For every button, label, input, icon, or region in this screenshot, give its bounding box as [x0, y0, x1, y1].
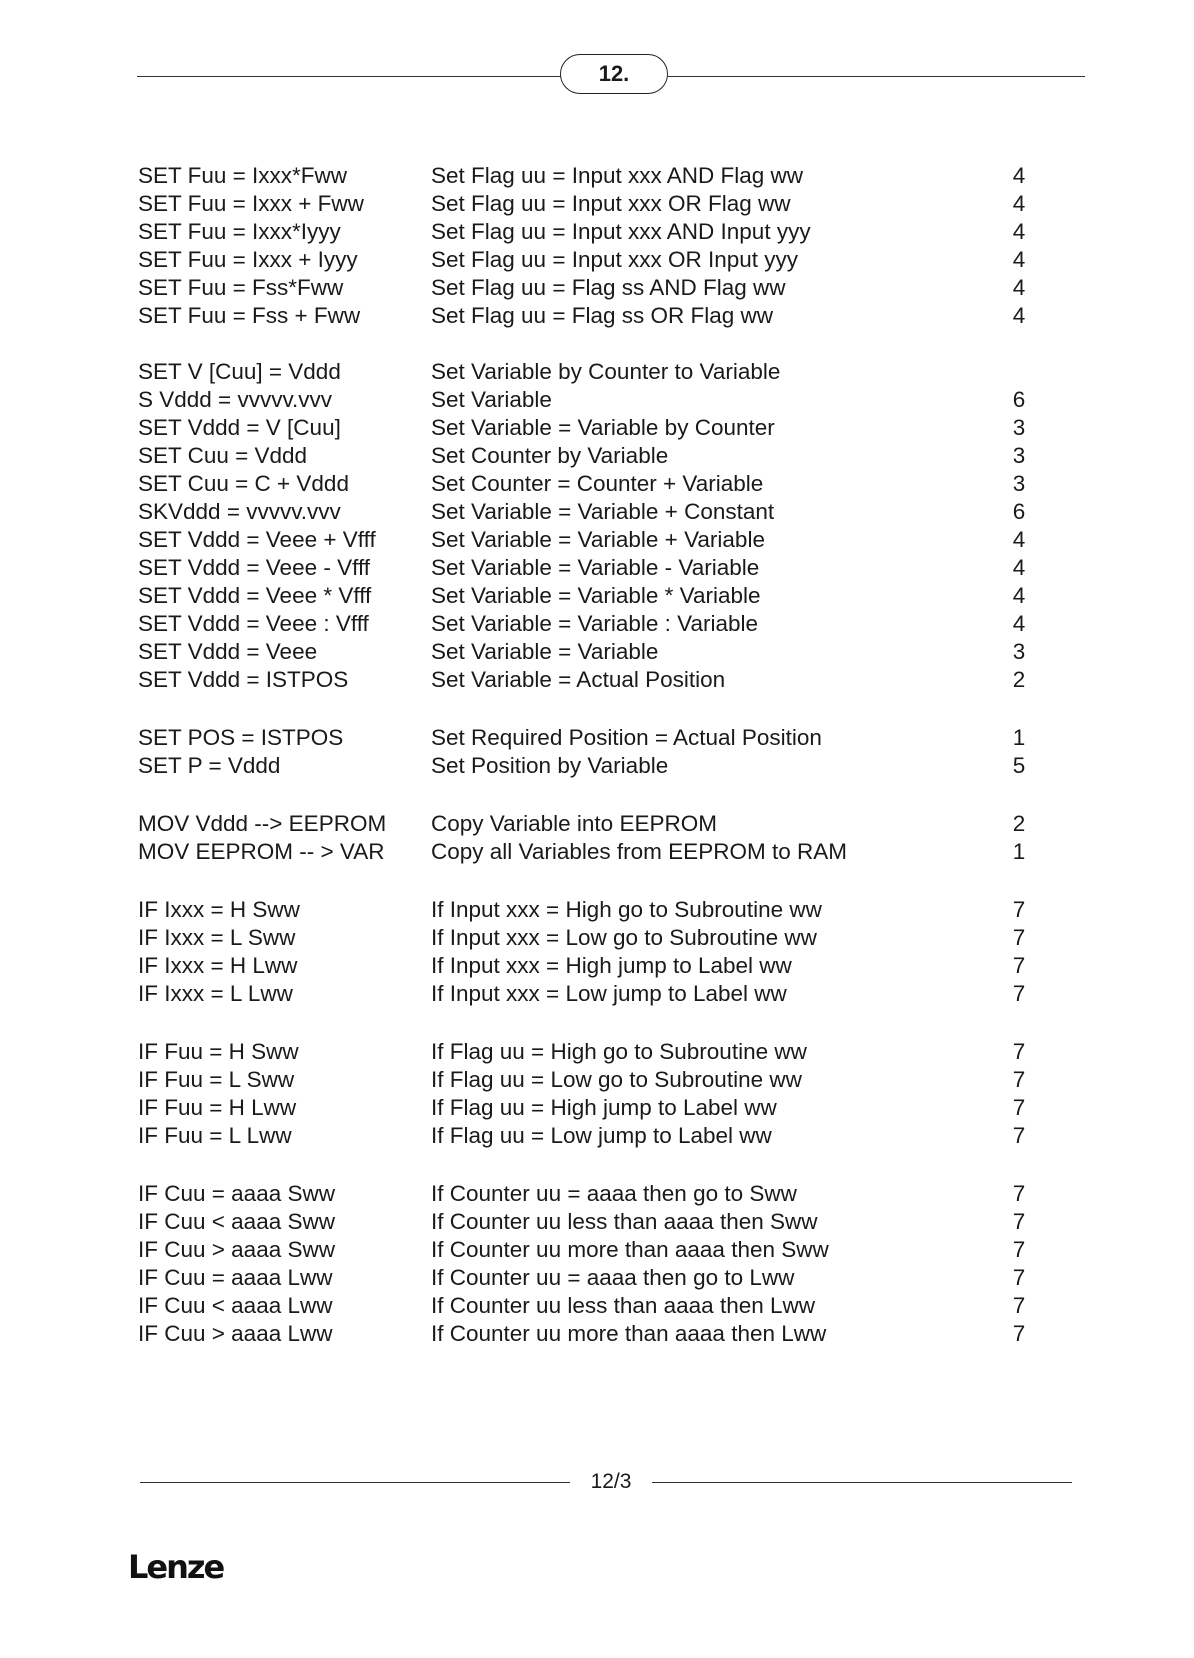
- description-cell: If Counter uu = aaaa then go to Sww: [431, 1181, 797, 1206]
- bytes-cell: 4: [1012, 611, 1026, 636]
- bytes-cell: 4: [1012, 583, 1026, 608]
- bytes-cell: 7: [1012, 1067, 1026, 1092]
- table-row: [0, 274, 1194, 302]
- command-cell: IF Cuu > aaaa Sww: [138, 1237, 335, 1262]
- description-cell: Copy Variable into EEPROM: [431, 811, 717, 836]
- description-cell: Set Flag uu = Input xxx OR Flag ww: [431, 191, 791, 216]
- bytes-cell: 7: [1012, 981, 1026, 1006]
- table-row: [0, 1292, 1194, 1320]
- command-cell: IF Cuu < aaaa Lww: [138, 1293, 333, 1318]
- table-row: [0, 1236, 1194, 1264]
- footer-rule-left: [140, 1482, 570, 1483]
- bytes-cell: 7: [1012, 953, 1026, 978]
- bytes-cell: 7: [1012, 1237, 1026, 1262]
- table-row: [0, 1066, 1194, 1094]
- command-cell: SET Fuu = Ixxx*Iyyy: [138, 219, 341, 244]
- command-cell: SET Vddd = Veee: [138, 639, 318, 664]
- page-number: 12/3: [590, 1470, 632, 1493]
- bytes-cell: 4: [1012, 219, 1026, 244]
- command-cell: IF Fuu = H Sww: [138, 1039, 299, 1064]
- bytes-cell: 1: [1012, 839, 1026, 864]
- description-cell: Set Variable by Counter to Variable: [431, 359, 781, 384]
- description-cell: Set Variable: [431, 387, 552, 412]
- command-cell: IF Cuu = aaaa Lww: [138, 1265, 333, 1290]
- footer-rule-right: [652, 1482, 1072, 1483]
- description-cell: Set Flag uu = Input xxx AND Input yyy: [431, 219, 811, 244]
- command-cell: IF Ixxx = L Sww: [138, 925, 296, 950]
- bytes-cell: 7: [1012, 1181, 1026, 1206]
- bytes-cell: 1: [1012, 725, 1026, 750]
- command-cell: SET Vddd = Veee * Vfff: [138, 583, 372, 608]
- command-cell: SET V [Cuu] = Vddd: [138, 359, 341, 384]
- description-cell: If Counter uu less than aaaa then Lww: [431, 1293, 815, 1318]
- bytes-cell: 6: [1012, 499, 1026, 524]
- table-row: [0, 724, 1194, 752]
- description-cell: Set Variable = Variable : Variable: [431, 611, 759, 636]
- command-cell: MOV EEPROM -- > VAR: [138, 839, 385, 864]
- bytes-cell: 3: [1012, 471, 1026, 496]
- command-cell: SET Vddd = Veee + Vfff: [138, 527, 376, 552]
- description-cell: Set Flag uu = Flag ss OR Flag ww: [431, 303, 774, 328]
- command-cell: SET POS = ISTPOS: [138, 725, 344, 750]
- command-cell: IF Fuu = L Lww: [138, 1123, 292, 1148]
- bytes-cell: 4: [1012, 303, 1026, 328]
- bytes-cell: 7: [1012, 1293, 1026, 1318]
- table-row: [0, 386, 1194, 414]
- bytes-cell: 4: [1012, 275, 1026, 300]
- table-row: [0, 1038, 1194, 1066]
- lenze-logo: Lenze: [128, 1548, 224, 1586]
- description-cell: If Counter uu less than aaaa then Sww: [431, 1209, 818, 1234]
- command-cell: SET Fuu = Fss + Fww: [138, 303, 361, 328]
- description-cell: Set Counter by Variable: [431, 443, 669, 468]
- command-cell: SET Fuu = Ixxx + Iyyy: [138, 247, 358, 272]
- table-row: [0, 554, 1194, 582]
- bytes-cell: 5: [1012, 753, 1026, 778]
- description-cell: Set Variable = Variable by Counter: [431, 415, 775, 440]
- description-cell: If Input xxx = High go to Subroutine ww: [431, 897, 822, 922]
- description-cell: If Input xxx = Low jump to Label ww: [431, 981, 787, 1006]
- command-cell: IF Cuu = aaaa Sww: [138, 1181, 335, 1206]
- bytes-cell: 4: [1012, 555, 1026, 580]
- bytes-cell: 6: [1012, 387, 1026, 412]
- command-cell: MOV Vddd --> EEPROM: [138, 811, 387, 836]
- table-row: [0, 470, 1194, 498]
- table-row: [0, 896, 1194, 924]
- description-cell: Set Variable = Variable - Variable: [431, 555, 760, 580]
- table-row: [0, 980, 1194, 1008]
- command-cell: SET Cuu = C + Vddd: [138, 471, 349, 496]
- bytes-cell: 7: [1012, 1095, 1026, 1120]
- command-cell: SET P = Vddd: [138, 753, 281, 778]
- table-row: [0, 1122, 1194, 1150]
- description-cell: If Counter uu = aaaa then go to Lww: [431, 1265, 795, 1290]
- bytes-cell: 7: [1012, 1321, 1026, 1346]
- table-row: [0, 1180, 1194, 1208]
- bytes-cell: 7: [1012, 1123, 1026, 1148]
- bytes-cell: 4: [1012, 191, 1026, 216]
- table-row: [0, 1208, 1194, 1236]
- description-cell: If Flag uu = High jump to Label ww: [431, 1095, 777, 1120]
- table-row: [0, 752, 1194, 780]
- description-cell: If Counter uu more than aaaa then Sww: [431, 1237, 829, 1262]
- bytes-cell: 4: [1012, 163, 1026, 188]
- table-row: [0, 1094, 1194, 1122]
- command-cell: SET Vddd = V [Cuu]: [138, 415, 341, 440]
- table-row: [0, 526, 1194, 554]
- table-row: [0, 302, 1194, 330]
- bytes-cell: 7: [1012, 1265, 1026, 1290]
- description-cell: If Flag uu = Low go to Subroutine ww: [431, 1067, 802, 1092]
- table-row: [0, 1264, 1194, 1292]
- description-cell: Set Flag uu = Input xxx OR Input yyy: [431, 247, 799, 272]
- description-cell: If Counter uu more than aaaa then Lww: [431, 1321, 827, 1346]
- description-cell: Set Flag uu = Input xxx AND Flag ww: [431, 163, 804, 188]
- bytes-cell: 3: [1012, 443, 1026, 468]
- command-cell: SET Fuu = Ixxx*Fww: [138, 163, 348, 188]
- table-row: [0, 838, 1194, 866]
- command-cell: IF Cuu < aaaa Sww: [138, 1209, 335, 1234]
- command-cell: SET Vddd = ISTPOS: [138, 667, 349, 692]
- command-cell: IF Cuu > aaaa Lww: [138, 1321, 333, 1346]
- table-row: [0, 498, 1194, 526]
- table-row: [0, 924, 1194, 952]
- description-cell: If Flag uu = Low jump to Label ww: [431, 1123, 772, 1148]
- command-cell: S Vddd = vvvvv.vvv: [138, 387, 333, 412]
- description-cell: Set Variable = Variable + Variable: [431, 527, 765, 552]
- header-rule-left: [137, 76, 562, 77]
- description-cell: Set Variable = Variable + Constant: [431, 499, 775, 524]
- command-cell: IF Fuu = L Sww: [138, 1067, 295, 1092]
- table-row: [0, 442, 1194, 470]
- bytes-cell: 3: [1012, 415, 1026, 440]
- command-cell: SET Vddd = Veee : Vfff: [138, 611, 369, 636]
- bytes-cell: 7: [1012, 925, 1026, 950]
- bytes-cell: 2: [1012, 811, 1026, 836]
- command-cell: IF Fuu = H Lww: [138, 1095, 297, 1120]
- description-cell: Set Variable = Variable: [431, 639, 659, 664]
- command-cell: SET Vddd = Veee - Vfff: [138, 555, 371, 580]
- description-cell: If Input xxx = High jump to Label ww: [431, 953, 792, 978]
- table-row: [0, 246, 1194, 274]
- table-row: [0, 358, 1194, 386]
- command-cell: SET Fuu = Fss*Fww: [138, 275, 344, 300]
- command-cell: IF Ixxx = H Lww: [138, 953, 298, 978]
- description-cell: If Flag uu = High go to Subroutine ww: [431, 1039, 807, 1064]
- table-row: [0, 218, 1194, 246]
- command-cell: SKVddd = vvvvv.vvv: [138, 499, 341, 524]
- command-cell: SET Fuu = Ixxx + Fww: [138, 191, 364, 216]
- bytes-cell: 7: [1012, 897, 1026, 922]
- bytes-cell: 4: [1012, 527, 1026, 552]
- description-cell: Set Required Position = Actual Position: [431, 725, 822, 750]
- bytes-cell: 3: [1012, 639, 1026, 664]
- chapter-badge: 12.: [560, 54, 668, 94]
- header-rule-right: [668, 76, 1085, 77]
- bytes-cell: 7: [1012, 1039, 1026, 1064]
- table-row: [0, 666, 1194, 694]
- table-row: [0, 162, 1194, 190]
- command-cell: IF Ixxx = L Lww: [138, 981, 293, 1006]
- table-row: [0, 610, 1194, 638]
- description-cell: Set Counter = Counter + Variable: [431, 471, 764, 496]
- description-cell: Set Variable = Actual Position: [431, 667, 726, 692]
- bytes-cell: 7: [1012, 1209, 1026, 1234]
- table-row: [0, 414, 1194, 442]
- table-row: [0, 582, 1194, 610]
- description-cell: Set Flag uu = Flag ss AND Flag ww: [431, 275, 786, 300]
- table-row: [0, 638, 1194, 666]
- table-row: [0, 952, 1194, 980]
- bytes-cell: 2: [1012, 667, 1026, 692]
- table-row: [0, 190, 1194, 218]
- bytes-cell: 4: [1012, 247, 1026, 272]
- table-row: [0, 810, 1194, 838]
- description-cell: Copy all Variables from EEPROM to RAM: [431, 839, 847, 864]
- description-cell: If Input xxx = Low go to Subroutine ww: [431, 925, 817, 950]
- description-cell: Set Position by Variable: [431, 753, 669, 778]
- description-cell: Set Variable = Variable * Variable: [431, 583, 761, 608]
- table-row: [0, 1320, 1194, 1348]
- command-cell: IF Ixxx = H Sww: [138, 897, 300, 922]
- command-cell: SET Cuu = Vddd: [138, 443, 308, 468]
